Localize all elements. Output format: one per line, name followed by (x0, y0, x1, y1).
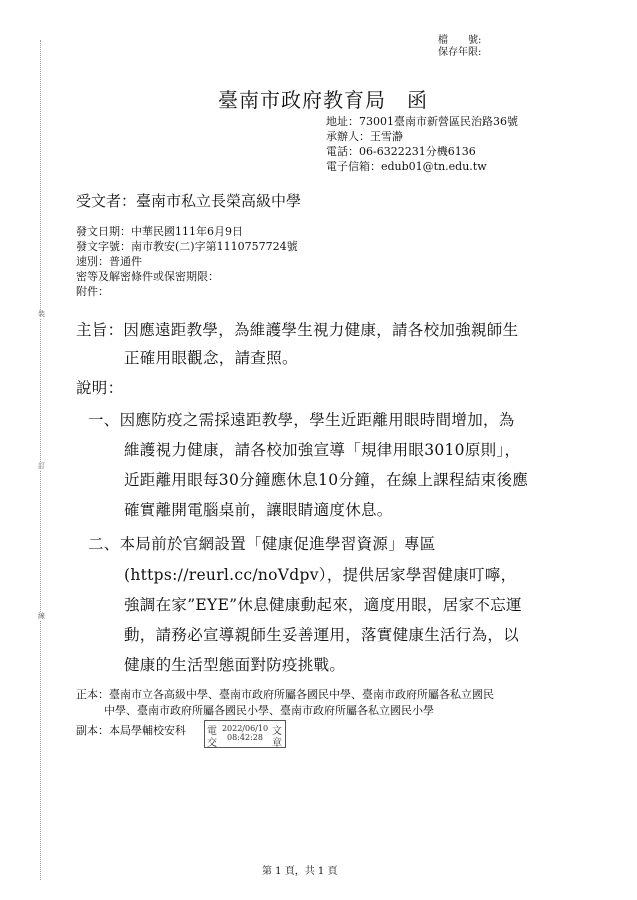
subject-line-1: 主旨：因應遠距教學，為維護學生視力健康，請各校加強親師生 (76, 321, 519, 339)
item-2-line-2: (https://reurl.cc/noVdpv），提供居家學習健康叮嚀， (124, 566, 517, 584)
page-footer: 第 1 頁，共 1 頁 (262, 866, 338, 877)
main-recipients-line-2: 中學、臺南市政府所屬各國民小學、臺南市政府所屬各私立國民小學 (104, 704, 434, 717)
cc-recipients: 副本：本局學輔校安科 (76, 724, 186, 737)
subject-line-2: 正確用眼觀念，請查照。 (124, 349, 298, 367)
sender-email: 電子信箱：edub01@tn.edu.tw (326, 160, 487, 173)
stamp-char-top-left: 電 (207, 726, 217, 737)
item-1-line-1: 一、因應防疫之需採遠距教學，學生近距離用眼時間增加，為 (88, 411, 515, 429)
item-1-line-3: 近距離用眼每30分鐘應休息10分鐘，在線上課程結束後應 (124, 471, 529, 489)
item-2-line-3: 強調在家”EYE”休息健康動起來，適度用眼，居家不忘運 (124, 596, 522, 614)
stamp-char-top-right: 文 (272, 726, 282, 737)
main-recipients-line-1: 正本：臺南市立各高級中學、臺南市政府所屬各國民中學、臺南市政府所屬各私立國民 (76, 688, 494, 701)
item-1-line-4: 確實離開電腦桌前，讓眼睛適度休息。 (124, 501, 393, 519)
binding-mark-zhuang: 裝 (38, 310, 45, 318)
document-number: 發文字號：南市教安(二)字第1110757724號 (76, 240, 298, 253)
electronic-exchange-stamp (204, 720, 286, 748)
recipient: 受文者：臺南市私立長榮高級中學 (76, 192, 302, 210)
document-title: 臺南市政府教育局 函 (218, 88, 428, 112)
binding-mark-xian: 線 (38, 612, 45, 620)
item-2-line-5: 健康的生活型態面對防疫挑戰。 (124, 656, 346, 674)
sender-address: 地址：73001臺南市新營區民治路36號 (326, 115, 518, 128)
sender-phone: 電話：06-6322231分機6136 (326, 145, 476, 158)
retention-label: 保存年限: (438, 47, 482, 58)
security-level: 密等及解密條件或保密期限： (76, 270, 219, 283)
explanation-label: 說明： (76, 379, 124, 397)
stamp-char-bottom-left: 交 (207, 738, 217, 749)
binding-mark-ding: 訂 (38, 462, 45, 470)
attachment-label: 附件： (76, 285, 109, 298)
item-2-line-1: 二、本局前於官網設置「健康促進學習資源」專區 (88, 535, 436, 553)
item-2-line-4: 動，請務必宣導親師生妥善運用，落實健康生活行為，以 (124, 626, 520, 644)
sender-contact: 承辦人：王雪瀞 (326, 130, 403, 143)
issue-date: 發文日期：中華民國111年6月9日 (76, 225, 243, 238)
binding-line (40, 40, 41, 880)
stamp-date: 2022/06/10 (221, 724, 269, 733)
stamp-datetime (219, 724, 271, 742)
delivery-speed: 速別：普通件 (76, 255, 142, 268)
file-number-label: 檔 號: (438, 35, 482, 46)
stamp-char-bottom-right: 章 (272, 738, 282, 749)
item-1-line-2: 維護視力健康，請各校加強宣導「規律用眼3010原則」， (124, 441, 521, 459)
stamp-time: 08:42:28 (227, 733, 263, 742)
